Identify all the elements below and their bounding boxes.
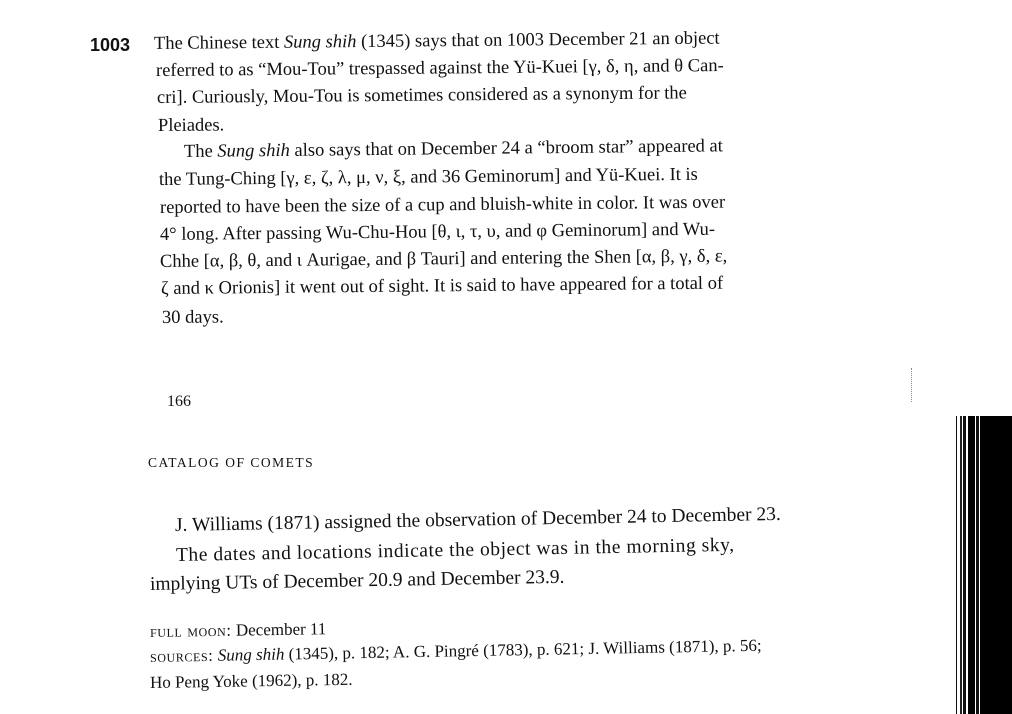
text-line: Chhe [α, β, θ, and ι Aurigae, and β Tauri] and entering the Shen [α, β, γ, δ, ε, <box>159 246 728 272</box>
running-head: CATALOG OF COMETS <box>148 455 315 470</box>
full-moon-line <box>150 619 327 642</box>
text-line: the Tung-Ching [γ, ε, ζ, λ, μ, ν, ξ, and 36 Geminorum] and Yü-Kuei. It is <box>158 164 698 190</box>
text-line: Ho Peng Yoke (1962), p. 182. <box>149 669 353 692</box>
text-line: The Chinese text Sung shih (1345) says that on 1003 December 21 an object <box>153 28 720 54</box>
text-line: referred to as “Mou-Tou” trespassed against the Yü-Kuei [γ, δ, η, and θ Can- <box>155 56 724 81</box>
text-line: The Sung shih also says that on December 24 a “broom star” appeared at <box>183 136 723 162</box>
scan-edge-strip <box>954 416 1012 714</box>
text-line: ζ and κ Orionis] it went out of sight. It is said to have appeared for a total of <box>160 273 724 299</box>
text-line: 4° long. After passing Wu-Chu-Hou [θ, ι, τ, υ, and φ Geminorum] and Wu- <box>159 219 716 245</box>
text-line: Pleiades. <box>157 115 225 136</box>
scan-artifact-dots <box>911 368 914 402</box>
full-moon-label: full moon: <box>149 620 232 641</box>
text-line: J. Williams (1871) assigned the observation of December 24 to December 23. <box>174 503 781 536</box>
text-line: The dates and locations indicate the object was in the morning sky, <box>175 534 735 566</box>
text-line: 30 days. <box>161 307 224 328</box>
entry-number: 1003 <box>90 35 131 55</box>
italic-title: Sung shih <box>217 644 285 665</box>
text-line: reported to have been the size of a cup and bluish-white in color. It was over <box>159 192 726 218</box>
sources-label: sources: <box>149 645 214 666</box>
italic-title: Sung shih <box>217 140 290 162</box>
sources-text: Sung shih (1345), p. 182; A. G. Pingré (1783), p. 621; J. Williams (1871), p. 56; <box>217 635 762 665</box>
text-line: implying UTs of December 20.9 and December 23.9. <box>149 566 565 595</box>
full-moon-value: December 11 <box>231 619 327 640</box>
text-line: cri]. Curiously, Mou-Tou is sometimes considered as a synonym for the <box>156 83 687 108</box>
italic-title: Sung shih <box>283 32 357 53</box>
page-number: 166 <box>167 393 191 410</box>
